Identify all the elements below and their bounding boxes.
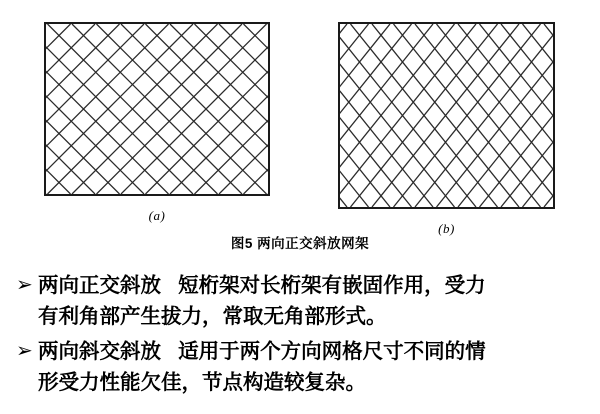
grid-diagram-b — [338, 22, 555, 209]
figure-panel-b — [338, 22, 555, 237]
panel-label-a: (a) — [148, 208, 166, 223]
figure-caption: 图5 两向正交斜放网架 — [230, 236, 370, 251]
list-item — [16, 336, 582, 398]
bullet-text-2 — [38, 336, 582, 398]
bullet-arrow-icon: ➢ — [16, 340, 33, 362]
body-text — [0, 270, 600, 402]
bullet-text-1 — [38, 270, 582, 332]
bullet-text-1-line-1: 两向正交斜放 短桁架对长桁架有嵌固作用，受力 — [38, 274, 486, 297]
bullet-text-2-line-2: 形受力性能欠佳，节点构造较复杂。 — [38, 371, 366, 394]
grid-lines-b — [340, 24, 553, 207]
bullet-text-2-line-1: 两向斜交斜放 适用于两个方向网格尺寸不同的情 — [38, 340, 486, 363]
bullet-arrow-icon: ➢ — [16, 274, 33, 296]
figure-panel-a — [44, 22, 270, 224]
list-item — [16, 270, 582, 332]
bullet-text-1-line-2: 有利角部产生拔力，常取无角部形式。 — [38, 305, 387, 328]
panel-label-b: (b) — [438, 221, 455, 236]
grid-diagram-a — [44, 22, 270, 196]
grid-lines-a — [46, 24, 268, 194]
